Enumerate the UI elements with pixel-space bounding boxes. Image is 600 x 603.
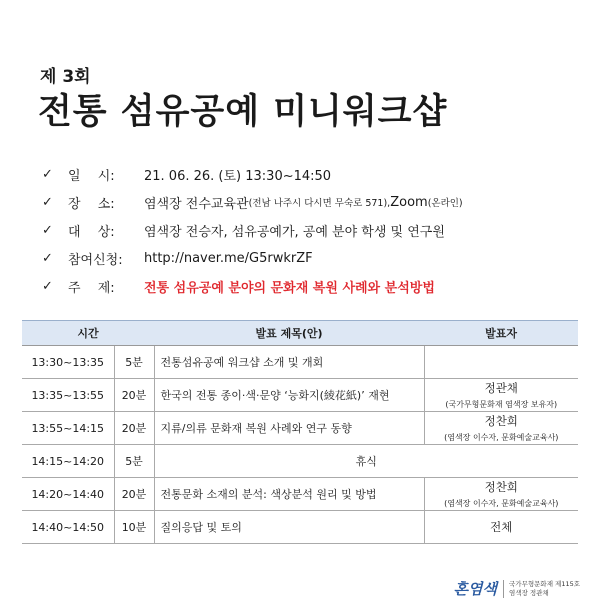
time-cell: 14:40~14:50 — [22, 511, 114, 544]
check-icon: ✓ — [42, 222, 53, 238]
time-cell: 13:55~14:15 — [22, 412, 114, 445]
info-item-target — [42, 216, 582, 244]
column-header-title: 발표 제목(안) — [154, 321, 424, 346]
time-cell: 13:30~13:35 — [22, 346, 114, 379]
duration-cell: 5분 — [114, 346, 154, 379]
info-value: 21. 06. 26. (토) 13:30~14:50 — [144, 168, 332, 184]
info-item-theme — [42, 272, 582, 300]
duration-cell: 5분 — [114, 445, 154, 478]
duration-cell: 10분 — [114, 511, 154, 544]
info-label: 주 제: — [68, 280, 115, 296]
info-label: 장 소: — [68, 196, 115, 212]
title-cell: 질의응답 및 토의 — [154, 511, 424, 544]
page-title: 전통 섬유공예 미니워크샵 — [38, 92, 448, 132]
presenter-affiliation: (염색장 이수자, 문화예술교육사) — [444, 433, 559, 442]
table-row — [22, 445, 578, 478]
check-icon: ✓ — [42, 250, 53, 266]
presenter-affiliation: (염색장 이수자, 문화예술교육사) — [444, 499, 559, 508]
presenter-name: 전체 — [490, 520, 513, 534]
footer-line-2: 염색장 정관채 — [509, 588, 549, 597]
presenter-name: 정찬희 — [484, 414, 518, 428]
table-row — [22, 412, 578, 445]
info-label: 참여신청: — [68, 252, 123, 268]
break-cell: 휴식 — [154, 445, 578, 478]
table-row — [22, 346, 578, 379]
info-online-place: Zoom — [390, 194, 428, 210]
footer-line-1: 국가무형문화재 제115호 — [509, 579, 580, 588]
table-header-row — [22, 321, 578, 346]
check-icon: ✓ — [42, 166, 53, 182]
info-item-place — [42, 188, 582, 216]
logo-icon: 혼염색 — [453, 580, 498, 598]
presenter-cell — [424, 346, 578, 379]
column-header-presenter: 발표자 — [424, 321, 578, 346]
info-item-apply — [42, 244, 582, 272]
title-cell: 전통문화 소재의 분석: 색상분석 원리 및 방법 — [154, 478, 424, 511]
duration-cell: 20분 — [114, 412, 154, 445]
footer-logo — [454, 578, 580, 599]
table-row — [22, 478, 578, 511]
presenter-cell — [424, 412, 578, 445]
duration-cell: 20분 — [114, 379, 154, 412]
presenter-cell — [424, 511, 578, 544]
time-cell: 14:15~14:20 — [22, 445, 114, 478]
info-theme-value: 전통 섬유공예 분야의 문화재 복원 사례와 분석방법 — [144, 280, 435, 296]
presenter-name: 정찬희 — [484, 480, 518, 494]
edition-label: 제 3회 — [40, 67, 91, 87]
info-list — [42, 160, 582, 300]
info-address: (전남 나주시 다시면 무숙로 571), — [248, 198, 391, 209]
column-header-time: 시간 — [22, 321, 154, 346]
title-cell: 지류/의류 문화재 복원 사례와 연구 동향 — [154, 412, 424, 445]
info-label: 대 상: — [68, 224, 115, 240]
presenter-cell — [424, 478, 578, 511]
footer-caption — [503, 580, 580, 598]
duration-cell: 20분 — [114, 478, 154, 511]
apply-link[interactable]: http://naver.me/G5rwkrZF — [144, 250, 313, 266]
info-value: 염색장 전승자, 섬유공예가, 공예 분야 학생 및 연구원 — [144, 224, 445, 240]
presenter-affiliation: (국가무형문화재 염색장 보유자) — [445, 400, 558, 409]
time-cell: 14:20~14:40 — [22, 478, 114, 511]
info-value: 염색장 전수교육관 — [144, 196, 249, 212]
presenter-cell — [424, 379, 578, 412]
table-row — [22, 379, 578, 412]
check-icon: ✓ — [42, 278, 53, 294]
title-cell: 전통섬유공예 워크샵 소개 및 개회 — [154, 346, 424, 379]
info-label: 일 시: — [68, 168, 115, 184]
check-icon: ✓ — [42, 194, 53, 210]
table-row — [22, 511, 578, 544]
info-online-note: (온라인) — [427, 198, 463, 209]
time-cell: 13:35~13:55 — [22, 379, 114, 412]
presenter-name: 정관채 — [484, 381, 518, 395]
title-cell: 한국의 전통 종이·색·문양 ‘능화지(綾花紙)’ 재현 — [154, 379, 424, 412]
info-item-date — [42, 160, 582, 188]
schedule-table — [22, 320, 578, 544]
